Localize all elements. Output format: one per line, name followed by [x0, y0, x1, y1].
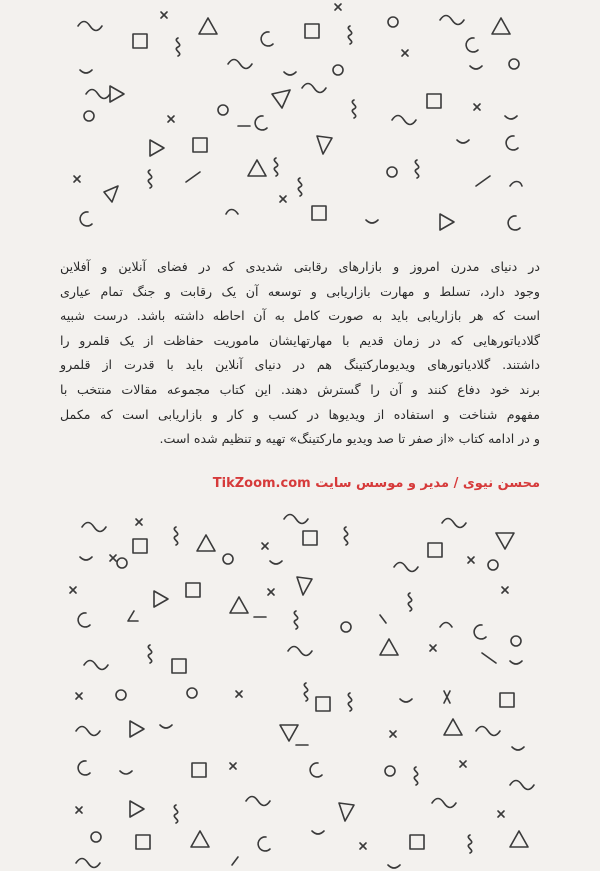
description-line: داشتند. گلادیاتورهای ویدیومارکتینگ هم در دنیای آنلاین باید با قدرت از قلمرو [60, 357, 540, 373]
decorative-pattern-bottom [0, 505, 600, 871]
description-line: وجود دارد، تسلط و مهارت بازاریابی و توسعه آن یک رقابت و جنگ تمام عیاری [60, 283, 540, 299]
description-line: و در ادامه کتاب «از صفر تا صد ویدیو مارکتینگ» تهیه و تنظیم شده است. [159, 431, 540, 447]
description-line: گلادیاتورهایی که در زمان قدیم با مهارتهایشان ماموریت حفاظت از یک قلمرو را [60, 332, 540, 348]
cover-description [60, 255, 540, 452]
author-signature: محسن نیوی / مدیر و موسس سایت TikZoom.com [212, 476, 540, 491]
geometric-shapes-icon [0, 505, 600, 871]
decorative-pattern-top [0, 0, 600, 245]
description-line: در دنیای مدرن امروز و بازارهای رقابتی شدیدی که در فضای آنلاین و آفلاین [60, 259, 540, 274]
description-line: مفهوم شناخت و استفاده از ویدیوها در کسب و کار و بازاریابی است که مکمل [60, 406, 540, 422]
description-line: است که هر بازاریابی باید به صورت کامل به آن احاطه داشته باشد. درست شبیه [60, 308, 540, 324]
description-line: برند خود دفاع کنند و آن را گسترش دهند. این کتاب مجموعه مقالات منتخب با [60, 381, 540, 397]
geometric-shapes-icon [0, 0, 600, 245]
